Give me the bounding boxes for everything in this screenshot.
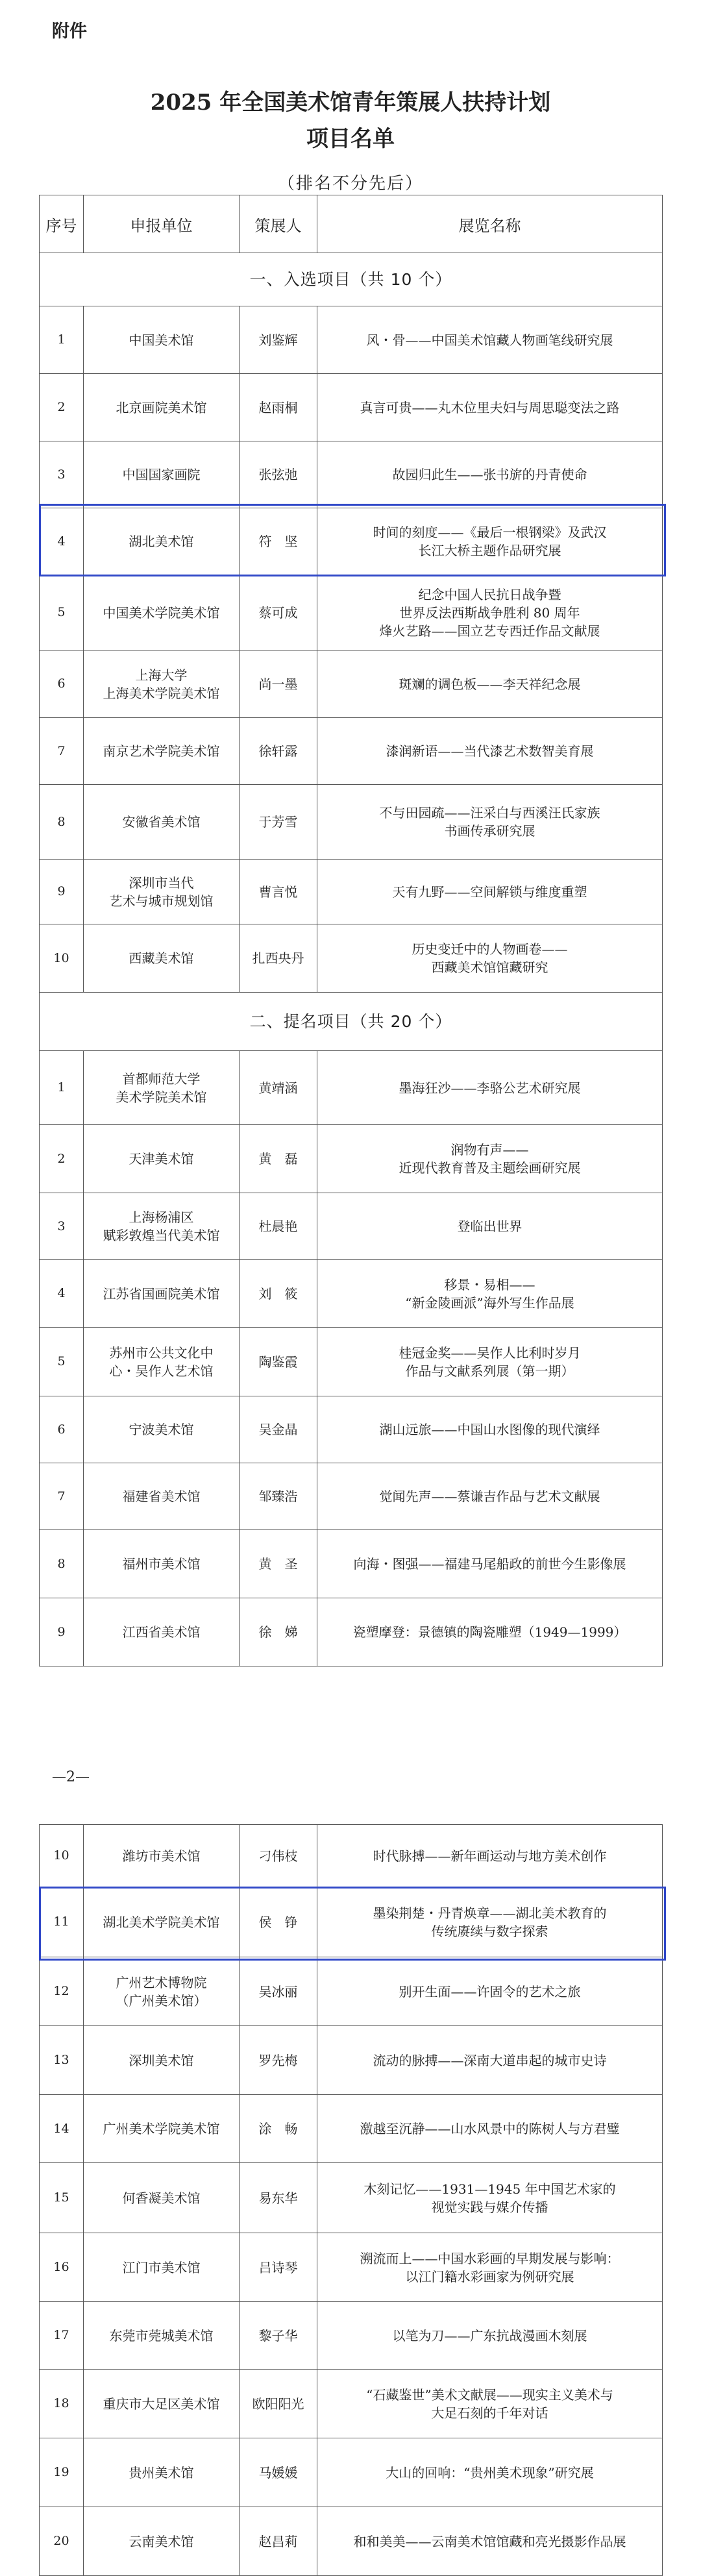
row-curator: 扎西央丹 bbox=[240, 924, 317, 993]
row-number: 18 bbox=[40, 2370, 84, 2438]
section-header-row bbox=[40, 993, 663, 1051]
column-header: 序号 bbox=[40, 195, 84, 253]
row-exhibition-title: 以笔为刀——广东抗战漫画木刻展 bbox=[317, 2302, 663, 2370]
row-unit: 广州艺术博物院 （广州美术馆） bbox=[84, 1957, 240, 2026]
ranking-note: （排名不分先后） bbox=[277, 174, 423, 193]
row-curator: 陶鉴霞 bbox=[240, 1328, 317, 1396]
row-curator: 罗先梅 bbox=[240, 2026, 317, 2095]
row-curator: 邹臻浩 bbox=[240, 1463, 317, 1530]
row-curator: 吴金晶 bbox=[240, 1396, 317, 1463]
table-header-row bbox=[40, 195, 663, 253]
row-number: 11 bbox=[40, 1887, 84, 1957]
table-row bbox=[40, 2163, 663, 2233]
row-unit: 何香凝美术馆 bbox=[84, 2163, 240, 2233]
row-unit: 福州市美术馆 bbox=[84, 1530, 240, 1598]
row-curator: 侯 铮 bbox=[240, 1887, 317, 1957]
row-unit: 福建省美术馆 bbox=[84, 1463, 240, 1530]
row-unit: 江门市美术馆 bbox=[84, 2233, 240, 2302]
row-number: 2 bbox=[40, 1125, 84, 1193]
row-number: 19 bbox=[40, 2438, 84, 2507]
row-exhibition-title: 瓷塑摩登：景德镇的陶瓷雕塑（1949—1999） bbox=[317, 1598, 663, 1666]
row-number: 6 bbox=[40, 1396, 84, 1463]
row-unit: 西藏美术馆 bbox=[84, 924, 240, 993]
row-curator: 欧阳阳光 bbox=[240, 2370, 317, 2438]
row-curator: 刘 筱 bbox=[240, 1260, 317, 1328]
table-row bbox=[40, 2095, 663, 2163]
row-exhibition-title: 风・骨——中国美术馆藏人物画笔线研究展 bbox=[317, 306, 663, 374]
row-number: 1 bbox=[40, 1051, 84, 1125]
row-unit: 中国国家画院 bbox=[84, 441, 240, 508]
row-number: 9 bbox=[40, 1598, 84, 1666]
row-curator: 黄靖涵 bbox=[240, 1051, 317, 1125]
row-number: 9 bbox=[40, 860, 84, 924]
row-unit: 中国美术馆 bbox=[84, 306, 240, 374]
table-row bbox=[40, 1957, 663, 2026]
row-unit: 广州美术学院美术馆 bbox=[84, 2095, 240, 2163]
table-row bbox=[40, 2370, 663, 2438]
row-exhibition-title: 历史变迁中的人物画卷—— 西藏美术馆馆藏研究 bbox=[317, 924, 663, 993]
row-number: 12 bbox=[40, 1957, 84, 2026]
section-title: 二、提名项目（共 20 个） bbox=[40, 993, 663, 1051]
row-exhibition-title: “石藏鉴世”美术文献展——现实主义美术与 大足石刻的千年对话 bbox=[317, 2370, 663, 2438]
table-row bbox=[40, 1328, 663, 1396]
row-exhibition-title: 向海・图强——福建马尾船政的前世今生影像展 bbox=[317, 1530, 663, 1598]
row-unit: 深圳市当代 艺术与城市规划馆 bbox=[84, 860, 240, 924]
row-unit: 深圳美术馆 bbox=[84, 2026, 240, 2095]
row-unit: 上海大学 上海美术学院美术馆 bbox=[84, 650, 240, 718]
row-unit: 贵州美术馆 bbox=[84, 2438, 240, 2507]
attachment-label: 附件 bbox=[52, 21, 87, 42]
row-exhibition-title: 觉闻先声——蔡谦吉作品与艺术文献展 bbox=[317, 1463, 663, 1530]
table-row bbox=[40, 718, 663, 785]
row-unit: 云南美术馆 bbox=[84, 2507, 240, 2576]
table-row bbox=[40, 2026, 663, 2095]
table-row bbox=[40, 1530, 663, 1598]
row-exhibition-title: 漆润新语——当代漆艺术数智美育展 bbox=[317, 718, 663, 785]
table-row bbox=[40, 441, 663, 508]
project-table-page2 bbox=[39, 1824, 663, 2576]
table-row bbox=[40, 1887, 663, 1957]
row-number: 17 bbox=[40, 2302, 84, 2370]
row-curator: 符 坚 bbox=[240, 508, 317, 575]
table-row bbox=[40, 785, 663, 860]
row-exhibition-title: 墨海狂沙——李骆公艺术研究展 bbox=[317, 1051, 663, 1125]
row-curator: 杜晨艳 bbox=[240, 1193, 317, 1260]
column-header: 展览名称 bbox=[317, 195, 663, 253]
row-curator: 黄 磊 bbox=[240, 1125, 317, 1193]
row-unit: 潍坊市美术馆 bbox=[84, 1825, 240, 1887]
row-exhibition-title: 时间的刻度——《最后一根钢梁》及武汉 长江大桥主题作品研究展 bbox=[317, 508, 663, 575]
row-exhibition-title: 登临出世界 bbox=[317, 1193, 663, 1260]
table-row bbox=[40, 860, 663, 924]
row-exhibition-title: 真言可贵——丸木位里夫妇与周思聪变法之路 bbox=[317, 374, 663, 441]
row-curator: 蔡可成 bbox=[240, 575, 317, 650]
table-row bbox=[40, 650, 663, 718]
row-number: 10 bbox=[40, 924, 84, 993]
row-number: 8 bbox=[40, 785, 84, 860]
row-number: 7 bbox=[40, 1463, 84, 1530]
row-unit: 湖北美术学院美术馆 bbox=[84, 1887, 240, 1957]
row-curator: 黄 圣 bbox=[240, 1530, 317, 1598]
row-curator: 张弦弛 bbox=[240, 441, 317, 508]
row-number: 6 bbox=[40, 650, 84, 718]
row-unit: 中国美术学院美术馆 bbox=[84, 575, 240, 650]
row-unit: 北京画院美术馆 bbox=[84, 374, 240, 441]
row-curator: 于芳雪 bbox=[240, 785, 317, 860]
row-exhibition-title: 桂冠金奖——吴作人比利时岁月 作品与文献系列展（第一期） bbox=[317, 1328, 663, 1396]
row-curator: 刁伟枝 bbox=[240, 1825, 317, 1887]
row-curator: 黎子华 bbox=[240, 2302, 317, 2370]
column-header: 申报单位 bbox=[84, 195, 240, 253]
row-unit: 重庆市大足区美术馆 bbox=[84, 2370, 240, 2438]
row-unit: 江苏省国画院美术馆 bbox=[84, 1260, 240, 1328]
row-number: 16 bbox=[40, 2233, 84, 2302]
row-exhibition-title: 故园归此生——张书旂的丹青使命 bbox=[317, 441, 663, 508]
row-number: 8 bbox=[40, 1530, 84, 1598]
row-exhibition-title: 墨染荆楚・丹青焕章——湖北美术教育的 传统赓续与数字探索 bbox=[317, 1887, 663, 1957]
table-row bbox=[40, 2438, 663, 2507]
table-row bbox=[40, 575, 663, 650]
row-unit: 苏州市公共文化中 心・吴作人艺术馆 bbox=[84, 1328, 240, 1396]
table-row bbox=[40, 1396, 663, 1463]
row-unit: 湖北美术馆 bbox=[84, 508, 240, 575]
row-exhibition-title: 纪念中国人民抗日战争暨 世界反法西斯战争胜利 80 周年 烽火艺路——国立艺专西迁作品文献展 bbox=[317, 575, 663, 650]
page-number: —2— bbox=[52, 1769, 90, 1785]
table-row bbox=[40, 1260, 663, 1328]
row-curator: 赵昌莉 bbox=[240, 2507, 317, 2576]
row-number: 1 bbox=[40, 306, 84, 374]
section-header-row bbox=[40, 253, 663, 306]
row-number: 4 bbox=[40, 508, 84, 575]
row-number: 20 bbox=[40, 2507, 84, 2576]
table-row bbox=[40, 2507, 663, 2576]
row-number: 4 bbox=[40, 1260, 84, 1328]
row-unit: 上海杨浦区 赋彩敦煌当代美术馆 bbox=[84, 1193, 240, 1260]
row-exhibition-title: 斑斓的调色板——李天祥纪念展 bbox=[317, 650, 663, 718]
section-title: 一、入选项目（共 10 个） bbox=[40, 253, 663, 306]
table-row bbox=[40, 1463, 663, 1530]
row-curator: 马媛媛 bbox=[240, 2438, 317, 2507]
row-curator: 徐轩露 bbox=[240, 718, 317, 785]
row-number: 5 bbox=[40, 575, 84, 650]
row-curator: 吕诗琴 bbox=[240, 2233, 317, 2302]
row-curator: 徐 娣 bbox=[240, 1598, 317, 1666]
row-number: 14 bbox=[40, 2095, 84, 2163]
row-exhibition-title: 润物有声—— 近现代教育普及主题绘画研究展 bbox=[317, 1125, 663, 1193]
row-curator: 易东华 bbox=[240, 2163, 317, 2233]
column-header: 策展人 bbox=[240, 195, 317, 253]
row-exhibition-title: 大山的回响：“贵州美术现象”研究展 bbox=[317, 2438, 663, 2507]
row-number: 5 bbox=[40, 1328, 84, 1396]
table-row bbox=[40, 1051, 663, 1125]
table-row bbox=[40, 2302, 663, 2370]
row-number: 7 bbox=[40, 718, 84, 785]
table-row bbox=[40, 508, 663, 575]
row-unit: 宁波美术馆 bbox=[84, 1396, 240, 1463]
row-curator: 尚一墨 bbox=[240, 650, 317, 718]
row-curator: 刘鉴辉 bbox=[240, 306, 317, 374]
table-row bbox=[40, 1825, 663, 1887]
row-curator: 涂 畅 bbox=[240, 2095, 317, 2163]
row-exhibition-title: 激越至沉静——山水风景中的陈树人与方君璧 bbox=[317, 2095, 663, 2163]
row-number: 3 bbox=[40, 441, 84, 508]
table-row bbox=[40, 306, 663, 374]
table-row bbox=[40, 1125, 663, 1193]
row-unit: 安徽省美术馆 bbox=[84, 785, 240, 860]
row-exhibition-title: 时代脉搏——新年画运动与地方美术创作 bbox=[317, 1825, 663, 1887]
table-row bbox=[40, 1193, 663, 1260]
row-unit: 天津美术馆 bbox=[84, 1125, 240, 1193]
table-row bbox=[40, 924, 663, 993]
table-row bbox=[40, 374, 663, 441]
row-exhibition-title: 溯流而上——中国水彩画的早期发展与影响： 以江门籍水彩画家为例研究展 bbox=[317, 2233, 663, 2302]
row-number: 3 bbox=[40, 1193, 84, 1260]
project-table-page1 bbox=[39, 195, 663, 1666]
row-exhibition-title: 木刻记忆——1931—1945 年中国艺术家的 视觉实践与媒介传播 bbox=[317, 2163, 663, 2233]
row-exhibition-title: 不与田园疏——汪采白与西溪汪氏家族 书画传承研究展 bbox=[317, 785, 663, 860]
row-unit: 江西省美术馆 bbox=[84, 1598, 240, 1666]
row-curator: 赵雨桐 bbox=[240, 374, 317, 441]
row-curator: 曹言悦 bbox=[240, 860, 317, 924]
row-exhibition-title: 移景・易相—— “新金陵画派”海外写生作品展 bbox=[317, 1260, 663, 1328]
table-row bbox=[40, 2233, 663, 2302]
document-title: 2025 年全国美术馆青年策展人扶持计划 bbox=[150, 90, 551, 116]
row-exhibition-title: 别开生面——许固令的艺术之旅 bbox=[317, 1957, 663, 2026]
table-row bbox=[40, 1598, 663, 1666]
row-exhibition-title: 和和美美——云南美术馆馆藏和亮光摄影作品展 bbox=[317, 2507, 663, 2576]
row-exhibition-title: 天有九野——空间解锁与维度重塑 bbox=[317, 860, 663, 924]
row-unit: 东莞市莞城美术馆 bbox=[84, 2302, 240, 2370]
document-subtitle: 项目名单 bbox=[306, 126, 395, 152]
row-number: 2 bbox=[40, 374, 84, 441]
row-number: 10 bbox=[40, 1825, 84, 1887]
row-number: 15 bbox=[40, 2163, 84, 2233]
row-number: 13 bbox=[40, 2026, 84, 2095]
row-unit: 首都师范大学 美术学院美术馆 bbox=[84, 1051, 240, 1125]
row-unit: 南京艺术学院美术馆 bbox=[84, 718, 240, 785]
row-exhibition-title: 流动的脉搏——深南大道串起的城市史诗 bbox=[317, 2026, 663, 2095]
row-curator: 吴冰丽 bbox=[240, 1957, 317, 2026]
row-exhibition-title: 湖山远旅——中国山水图像的现代演绎 bbox=[317, 1396, 663, 1463]
